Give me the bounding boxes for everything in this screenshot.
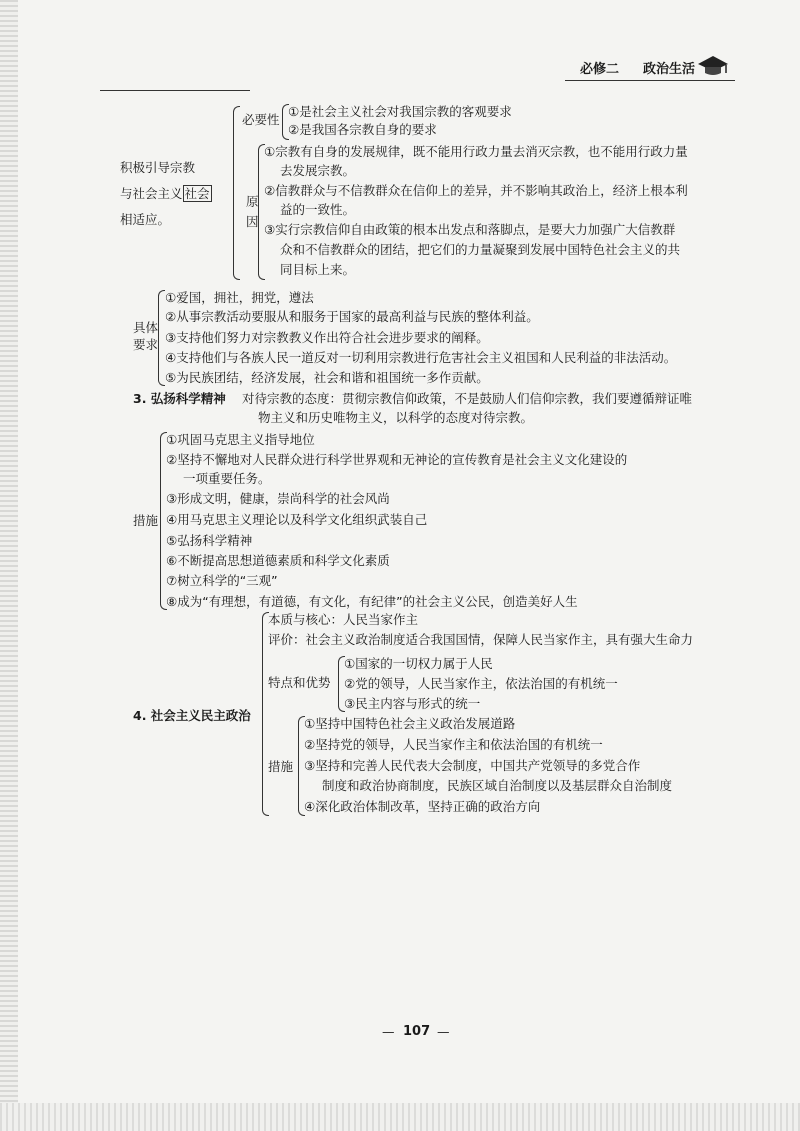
science-measure: ②坚持不懈地对人民群众进行科学世界观和无神论的宣传教育是社会主义文化建设的: [166, 452, 628, 467]
header-subject: 政治生活: [643, 62, 696, 77]
scan-edge-left: [0, 0, 18, 1131]
religion-label-3: 相适应。: [120, 212, 171, 227]
feature-item: ①国家的一切权力属于人民: [344, 656, 493, 671]
requirement-item: ③支持他们努力对宗教教义作出符合社会进步要求的阐释。: [165, 330, 489, 345]
requirements-brace: [158, 290, 165, 386]
header-book: 必修二: [580, 62, 620, 77]
requirement-item: ②从事宗教活动要服从和服务于国家的最高利益与民族的整体利益。: [165, 309, 539, 324]
science-measure: ⑦树立科学的“三观”: [166, 573, 278, 588]
reason-line: 去发展宗教。: [280, 163, 356, 178]
requirement-item: ①爱国，拥社，拥党，遵法: [165, 290, 314, 305]
science-measure: ⑥不断提高思想道德素质和科学文化素质: [166, 553, 390, 568]
reason-label-2: 因: [246, 214, 259, 229]
feature-item: ②党的领导，人民当家作主，依法治国的有机统一: [344, 676, 618, 691]
necessity-item-1: ①是社会主义社会对我国宗教的客观要求: [288, 104, 512, 119]
reason-label-1: 原: [246, 194, 259, 209]
attitude-line-1: 对待宗教的态度：贯彻宗教信仰政策，不是鼓励人们信仰宗教，我们要遵循辩证唯: [242, 391, 693, 406]
science-measure: ③形成文明，健康，崇尚科学的社会风尚: [166, 491, 390, 506]
reason-line: ②信教群众与不信教群众在信仰上的差异，并不影响其政治上，经济上根本利: [264, 183, 688, 198]
science-measures-label: 措施: [133, 513, 159, 528]
science-title: 3. 弘扬科学精神: [133, 391, 226, 406]
attitude-line-2: 物主义和历史唯物主义，以科学的态度对待宗教。: [258, 410, 534, 425]
reason-line: 同目标上来。: [280, 262, 356, 277]
democracy-evaluation: 评价：社会主义政治制度适合我国国情，保障人民当家作主，具有强大生命力: [268, 632, 694, 647]
religion-brace: [233, 106, 240, 280]
democracy-measure: ③坚持和完善人民代表大会制度，中国共产党领导的多党合作: [304, 758, 641, 773]
democracy-measures-label: 措施: [268, 759, 294, 774]
democracy-title: 4. 社会主义民主政治: [133, 708, 251, 723]
science-measure: ④用马克思主义理论以及科学文化组织武装自己: [166, 512, 428, 527]
requirement-item: ④支持他们与各族人民一道反对一切利用宗教进行危害社会主义祖国和人民利益的非法活动。: [165, 350, 677, 365]
features-label: 特点和优势: [268, 675, 331, 690]
header-rule-right: [565, 80, 735, 81]
science-measure: ①巩固马克思主义指导地位: [166, 432, 315, 447]
scan-edge-bottom: [0, 1103, 800, 1131]
science-measure: ⑤弘扬科学精神: [166, 533, 253, 548]
graduation-cap-icon: [696, 52, 730, 76]
reason-brace: [258, 144, 265, 280]
science-measure: 一项重要任务。: [183, 471, 271, 486]
democracy-measure: ④深化政治体制改革，坚持正确的政治方向: [304, 799, 541, 814]
democracy-measure: 制度和政治协商制度，民族区域自治制度以及基层群众自治制度: [322, 778, 673, 793]
boxed-word: 社会: [184, 186, 210, 201]
requirements-label-2: 要求: [133, 337, 159, 352]
religion-label-2: 与社会主义 社会: [120, 186, 210, 201]
reason-line: 益的一致性。: [280, 202, 356, 217]
footer-dash-right: —: [437, 1024, 450, 1039]
footer-dash-left: —: [382, 1024, 395, 1039]
page-number: 107: [403, 1024, 431, 1039]
reason-line: ③实行宗教信仰自由政策的根本出发点和落脚点，是要大力加强广大信教群: [264, 222, 676, 237]
necessity-item-2: ②是我国各宗教自身的要求: [288, 122, 437, 137]
necessity-label: 必要性: [242, 112, 280, 127]
requirements-label-1: 具体: [133, 320, 159, 335]
democracy-measure: ①坚持中国特色社会主义政治发展道路: [304, 716, 516, 731]
science-measure: ⑧成为“有理想，有道德，有文化，有纪律”的社会主义公民，创造美好人生: [166, 594, 578, 609]
requirement-item: ⑤为民族团结，经济发展，社会和谐和祖国统一多作贡献。: [165, 370, 489, 385]
feature-item: ③民主内容与形式的统一: [344, 696, 481, 711]
democracy-measure: ②坚持党的领导，人民当家作主和依法治国的有机统一: [304, 737, 603, 752]
header-rule-left: [100, 90, 250, 91]
reason-line: 众和不信教群众的团结，把它们的力量凝聚到发展中国特色社会主义的共: [280, 242, 681, 257]
democracy-essence: 本质与核心：人民当家作主: [268, 612, 419, 627]
religion-label-1: 积极引导宗教: [120, 160, 196, 175]
reason-line: ①宗教有自身的发展规律，既不能用行政力量去消灭宗教，也不能用行政力量: [264, 144, 688, 159]
